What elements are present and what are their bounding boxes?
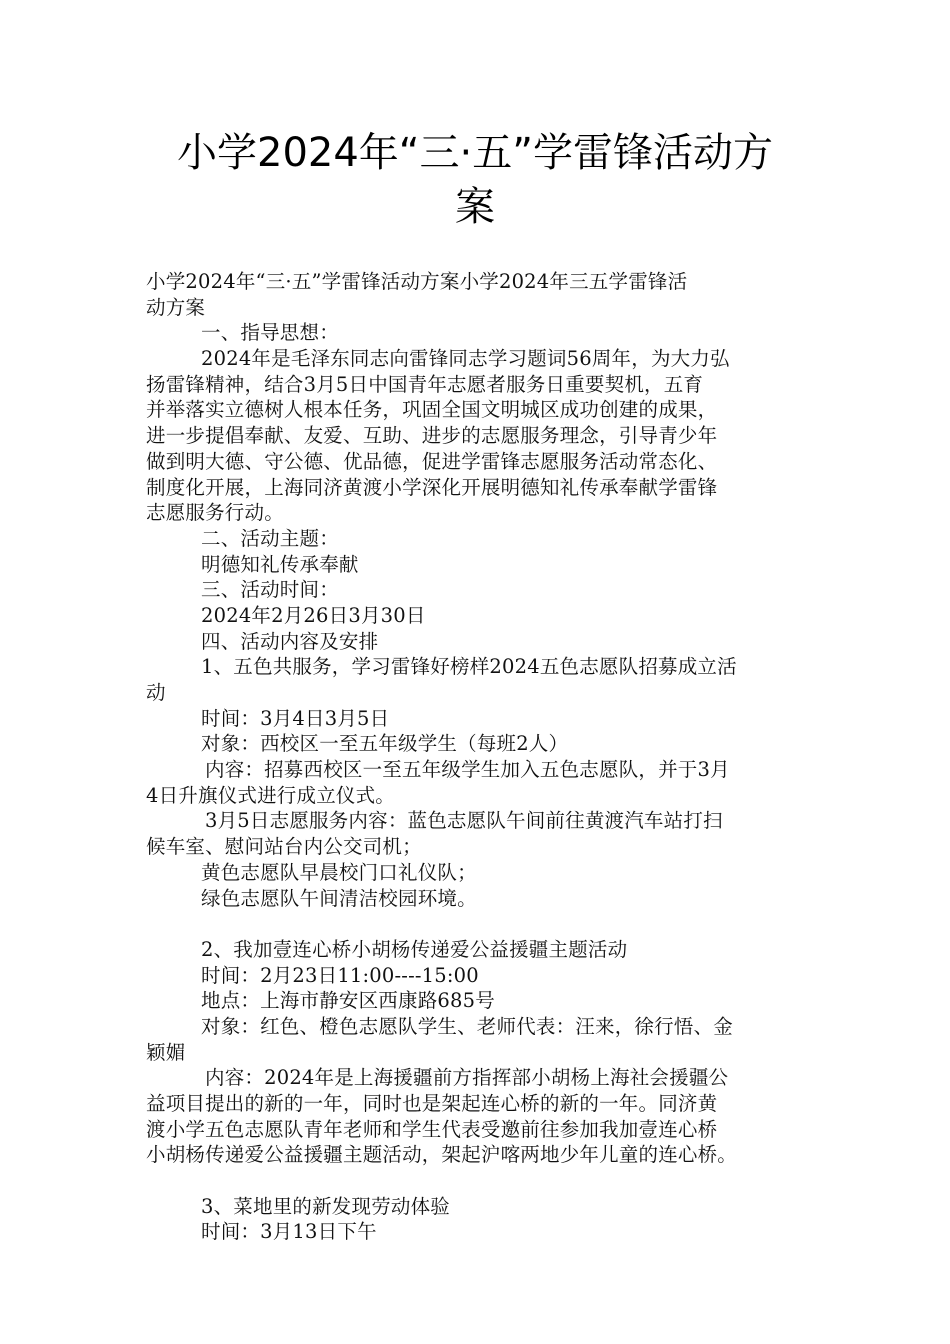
body-text-line: 2024年2月26日3月30日 xyxy=(201,603,426,627)
body-text-line: 3、菜地里的新发现劳动体验 xyxy=(201,1194,451,1218)
body-text-line: 3月5日志愿服务内容：蓝色志愿队午间前往黄渡汽车站打扫 xyxy=(205,809,723,833)
body-text-line: 志愿服务行动。 xyxy=(146,501,284,525)
body-text-line: 地点：上海市静安区西康路685号 xyxy=(201,989,495,1013)
document-title-line-1: 小学2024年“三·五”学雷锋活动方 xyxy=(177,130,773,176)
body-text-line: 制度化开展，上海同济黄渡小学深化开展明德知礼传承奉献学雷锋 xyxy=(146,475,718,499)
body-text-line: 进一步提倡奉献、友爱、互助、进步的志愿服务理念，引导青少年 xyxy=(146,424,718,448)
body-text-line: 四、活动内容及安排 xyxy=(201,629,379,653)
body-text-line: 并举落实立德树人根本任务，巩固全国文明城区成功创建的成果， xyxy=(146,398,718,422)
body-text-line: 时间：2月23日11:00----15:00 xyxy=(201,963,479,987)
body-text-line: 1、五色共服务，学习雷锋好榜样2024五色志愿队招募成立活 xyxy=(201,655,737,679)
blank-line xyxy=(146,911,816,937)
body-text-line: 动方案 xyxy=(146,295,206,319)
body-text-line: 益项目提出的新的一年，同时也是架起连心桥的新的一年。同济黄 xyxy=(146,1092,718,1115)
body-text-line: 绿色志愿队午间清洁校园环境。 xyxy=(201,886,477,910)
body-text-line: 二、活动主题： xyxy=(201,526,339,550)
body-text-line: 对象：西校区一至五年级学生（每班2人） xyxy=(201,732,569,756)
body-text-line: 4日升旗仪式进行成立仪式。 xyxy=(146,783,396,807)
body-text-line: 2024年是毛泽东同志向雷锋同志学习题词56周年，为大力弘 xyxy=(201,347,730,371)
body-text-line: 小胡杨传递爱公益援疆主题活动，架起沪喀两地少年儿童的连心桥。 xyxy=(146,1143,738,1167)
blank-line xyxy=(146,1168,816,1194)
body-text-line: 时间：3月4日3月5日 xyxy=(201,706,390,730)
body-text-line: 颖媚 xyxy=(146,1040,186,1064)
body-text-line: 内容：2024年是上海援疆前方指挥部小胡杨上海社会援疆公 xyxy=(205,1066,729,1090)
body-text-line: 2、我加壹连心桥小胡杨传递爱公益援疆主题活动 xyxy=(201,937,628,961)
body-text-line: 一、指导思想： xyxy=(201,321,339,345)
body-text-line: 候车室、慰问站台内公交司机； xyxy=(146,835,422,859)
body-text-line: 动 xyxy=(146,681,166,704)
body-text-line: 对象：红色、橙色志愿队学生、老师代表：汪来，徐行悟、金 xyxy=(201,1014,733,1038)
body-text-line: 黄色志愿队早晨校门口礼仪队； xyxy=(201,860,477,884)
body-text-line: 小学2024年“三·五”学雷锋活动方案小学2024年三五学雷锋活 xyxy=(146,270,688,293)
document-title-line-2: 案 xyxy=(455,184,495,230)
body-text-line: 渡小学五色志愿队青年老师和学生代表受邀前往参加我加壹连心桥 xyxy=(146,1117,718,1141)
body-text-line: 扬雷锋精神，结合3月5日中国青年志愿者服务日重要契机，五育 xyxy=(146,372,704,396)
body-text-line: 明德知礼传承奉献 xyxy=(201,552,359,576)
body-text-line: 三、活动时间： xyxy=(201,578,339,602)
body-text-line: 时间：3月13日下午 xyxy=(201,1220,377,1244)
body-text-line: 做到明大德、守公德、优品德，促进学雷锋志愿服务活动常态化、 xyxy=(146,449,718,473)
document-body xyxy=(146,269,816,1245)
body-text-line: 内容：招募西校区一至五年级学生加入五色志愿队，并于3月 xyxy=(205,758,730,782)
